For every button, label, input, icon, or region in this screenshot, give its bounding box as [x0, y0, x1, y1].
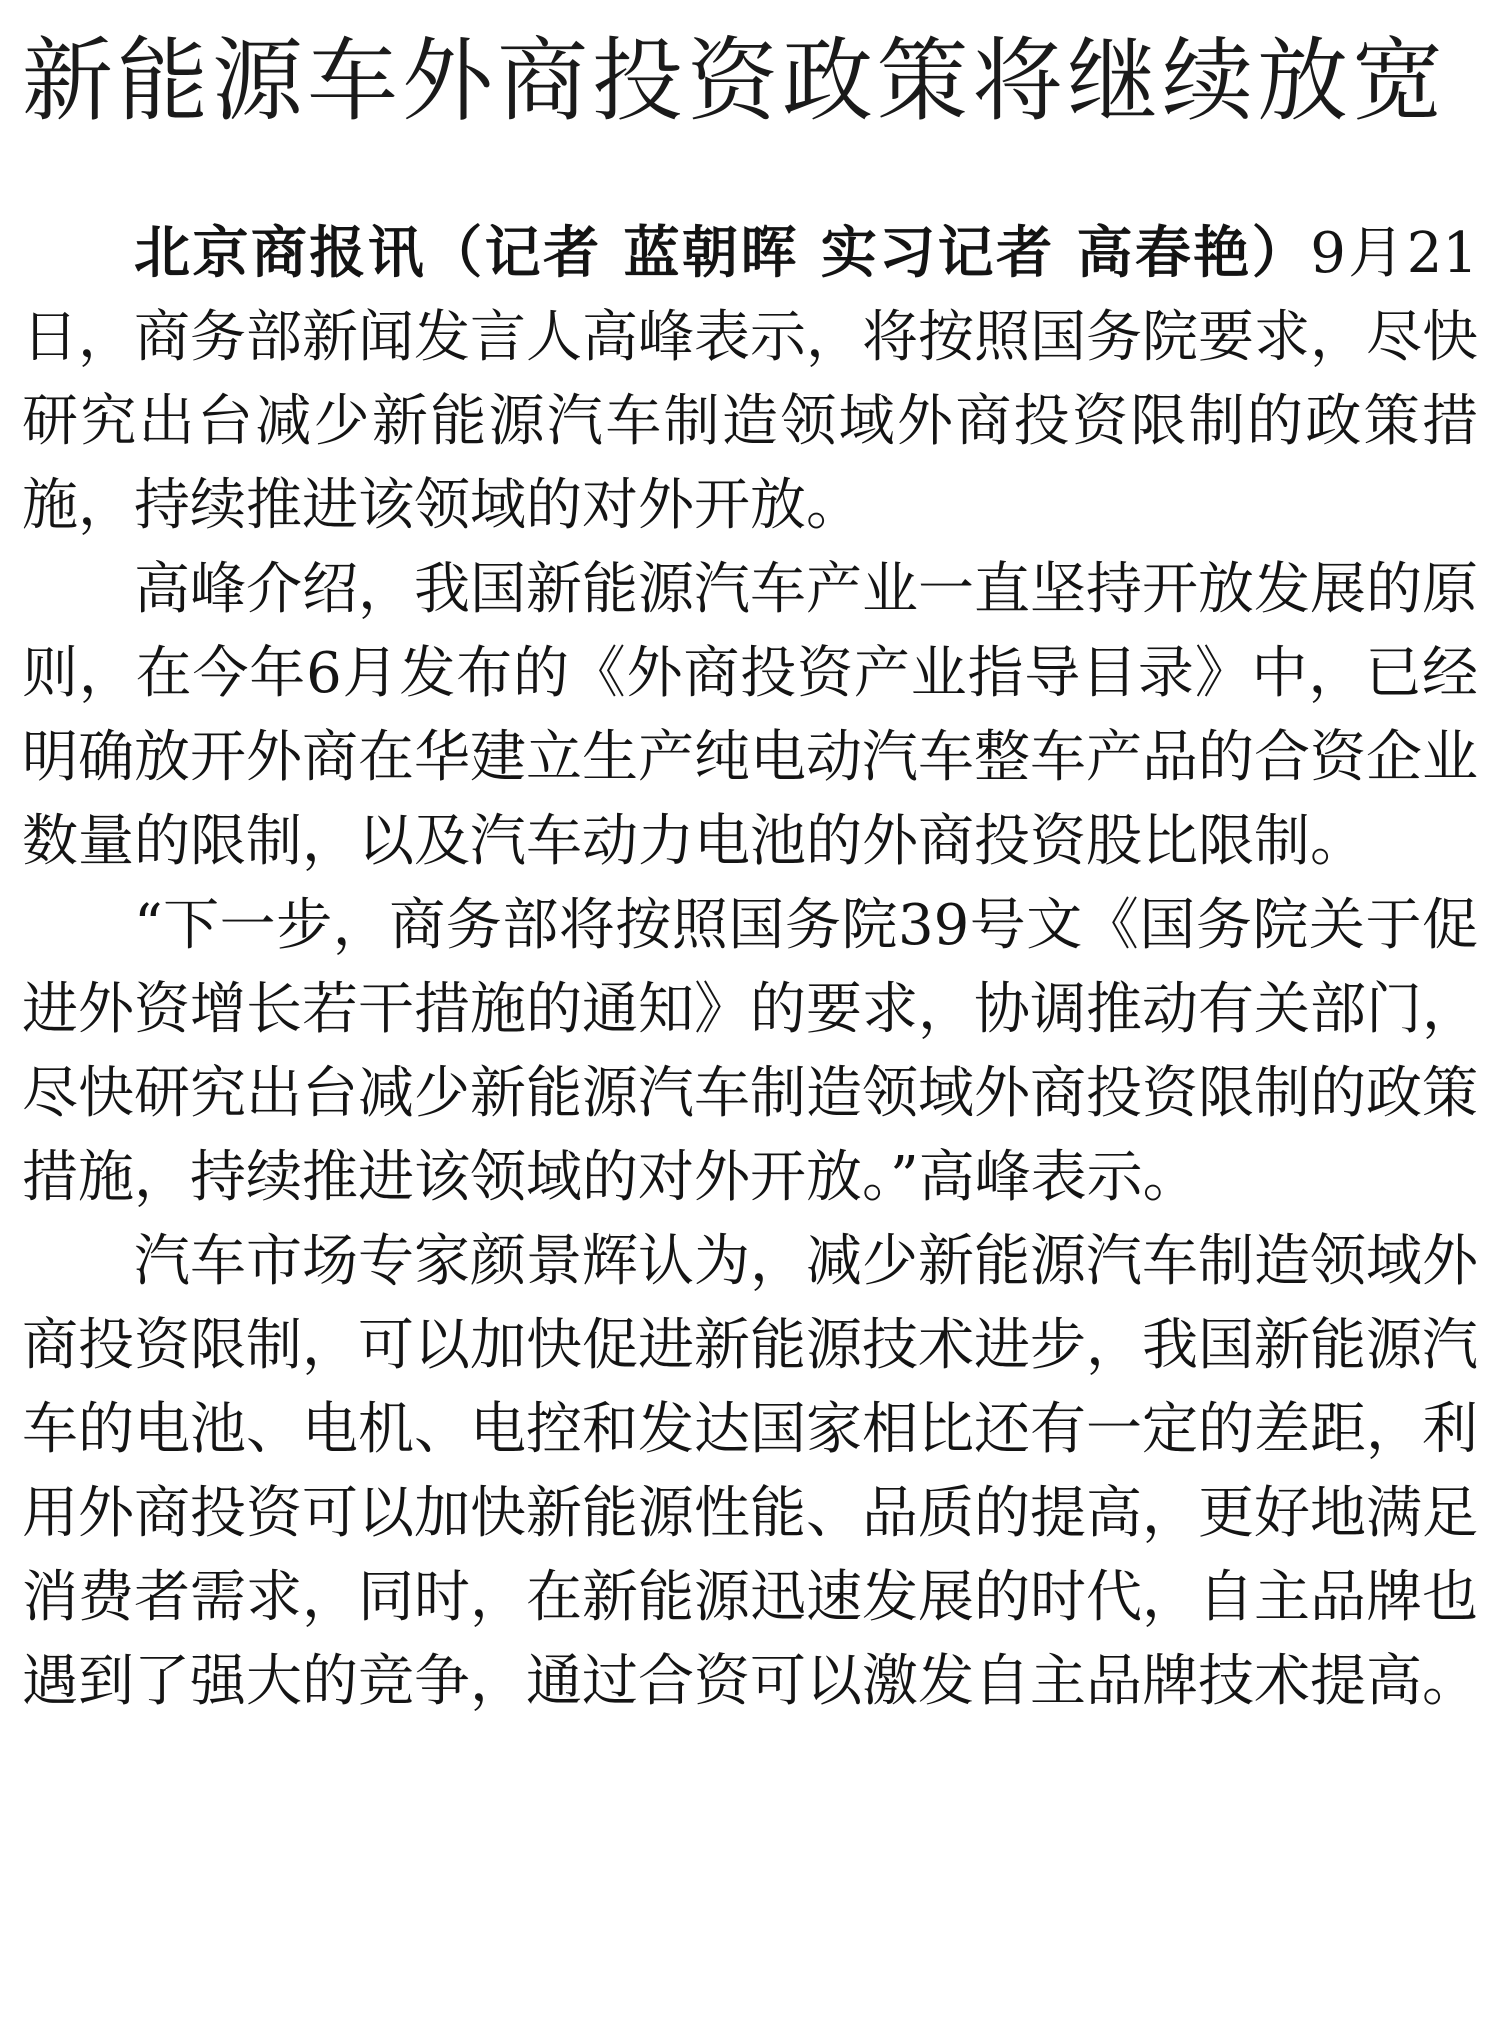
article-dateline: 北京商报讯（记者 蓝朝晖 实习记者 高春艳）	[134, 221, 1311, 286]
article-body	[22, 212, 1478, 1724]
paragraph-1-text: 9月21日，商务部新闻发言人高峰表示，将按照国务院要求，尽快研究出台减少新能源汽车制造领域外商投资限制的政策措施，持续推进该领域的对外开放。	[22, 221, 1478, 538]
article-paragraph-3: “下一步，商务部将按照国务院39号文《国务院关于促进外资增长若干措施的通知》的要求，协调推动有关部门，尽快研究出台减少新能源汽车制造领域外商投资限制的政策措施，持续推进该领域的对外开放。”高峰表示。	[22, 893, 1478, 1210]
article-paragraph-4: 汽车市场专家颜景辉认为，减少新能源汽车制造领域外商投资限制，可以加快促进新能源技术进步，我国新能源汽车的电池、电机、电控和发达国家相比还有一定的差距，利用外商投资可以加快新能源性能、品质的提高，更好地满足消费者需求，同时，在新能源迅速发展的时代，自主品牌也遇到了强大的竞争，通过合资可以激发自主品牌技术提高。	[22, 1229, 1478, 1714]
article-paragraph-2: 高峰介绍，我国新能源汽车产业一直坚持开放发展的原则，在今年6月发布的《外商投资产业指导目录》中，已经明确放开外商在华建立生产纯电动汽车整车产品的合资企业数量的限制，以及汽车动力电池的外商投资股比限制。	[22, 557, 1478, 874]
newspaper-clipping	[22, 0, 1478, 2043]
article-paragraph-1	[22, 212, 1478, 548]
article-headline: 新能源车外商投资政策将继续放宽	[22, 29, 1448, 134]
